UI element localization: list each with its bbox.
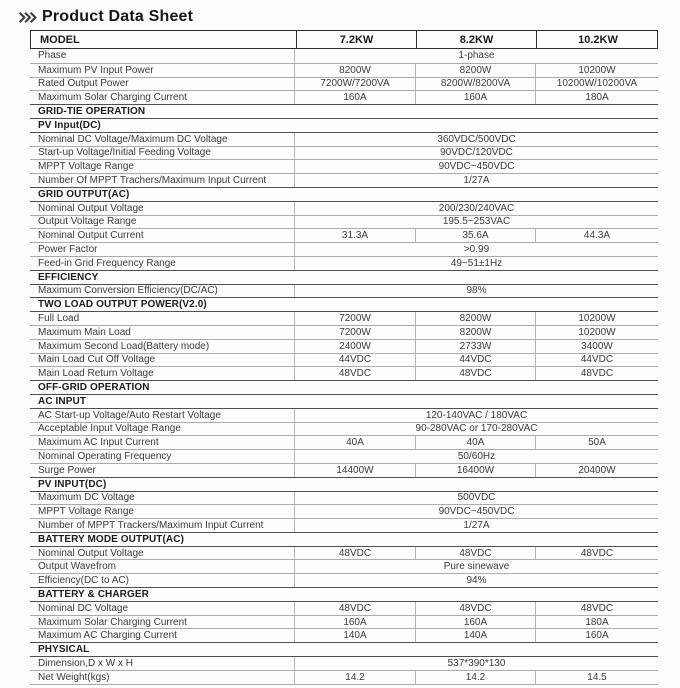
- spec-value: 10200W/10200VA: [535, 78, 658, 91]
- spec-value-span: Pure sinewave: [443, 561, 510, 573]
- spec-value: 8200W: [415, 326, 535, 339]
- table-header-row: [30, 30, 658, 49]
- spec-row: [30, 159, 658, 173]
- spec-row: [30, 670, 658, 684]
- spec-label: Maximum Solar Charging Current: [30, 616, 295, 629]
- spec-row: [30, 311, 658, 325]
- spec-value: 14.2: [345, 671, 365, 683]
- column-header-model-1: 7.2KW: [296, 31, 416, 48]
- spec-value: 3400W: [535, 340, 658, 353]
- section-label: TWO LOAD OUTPUT POWER(V2.0): [38, 299, 207, 311]
- spec-value-span: 90-280VAC or 170-280VAC: [415, 423, 538, 435]
- spec-value-span: 1/27A: [463, 175, 490, 187]
- spec-value-span: 90VDC~450VDC: [438, 161, 515, 173]
- spec-value-span: 195.5~253VAC: [442, 216, 511, 228]
- spec-value: 14.2: [415, 671, 535, 684]
- spec-value: 44VDC: [338, 354, 372, 366]
- spec-row: [30, 353, 658, 367]
- spec-value: 2733W: [415, 340, 535, 353]
- spec-row: [30, 601, 658, 615]
- spec-value: 48VDC: [338, 602, 372, 614]
- section-row: [30, 642, 658, 656]
- spec-value: 10200W: [535, 326, 658, 339]
- spec-row: [30, 504, 658, 518]
- spec-value-span: 98%: [466, 285, 487, 297]
- spec-value: 160A: [415, 91, 535, 104]
- spec-value: 35.6A: [415, 229, 535, 242]
- spec-label: Output Wavefrom: [30, 560, 295, 573]
- section-row: [30, 270, 658, 284]
- spec-label: Nominal Operating Frequency: [30, 450, 295, 463]
- spec-label: Nominal DC Voltage/Maximum DC Voltage: [30, 133, 295, 146]
- spec-value-span: 50/60Hz: [457, 451, 496, 462]
- spec-label: Nominal Output Voltage: [30, 547, 295, 560]
- section-label: GRID-TIE OPERATION: [38, 106, 146, 118]
- spec-value: 14.5: [535, 671, 658, 684]
- spec-label: Number of MPPT Trackers/Maximum Input Current: [30, 519, 295, 532]
- spec-label: Nominal Output Current: [30, 229, 295, 242]
- spec-value: 48VDC: [415, 602, 535, 615]
- spec-value: 50A: [535, 436, 658, 449]
- column-header-model-2: 8.2KW: [416, 31, 536, 48]
- spec-value: 7200W: [339, 313, 371, 325]
- spec-table-body: [30, 49, 658, 685]
- section-label: EFFICIENCY: [38, 271, 99, 283]
- spec-value-span: >0.99: [463, 244, 490, 256]
- spec-label: Main Load Return Voltage: [30, 367, 295, 380]
- spec-value: 48VDC: [535, 367, 658, 380]
- spec-value: 44VDC: [415, 354, 535, 367]
- section-label: GRID OUTPUT(AC): [38, 188, 130, 200]
- section-row: [30, 532, 658, 546]
- spec-value-span: 360VDC/500VDC: [437, 133, 516, 145]
- page-title-bar: [18, 7, 680, 27]
- spec-row: [30, 146, 658, 160]
- spec-row: [30, 325, 658, 339]
- spec-label: Maximum PV Input Power: [30, 64, 295, 77]
- spec-value: 48VDC: [338, 547, 372, 559]
- spec-label: AC Start-up Voltage/Auto Restart Voltage: [30, 409, 295, 422]
- spec-value-span: 500VDC: [457, 492, 496, 504]
- spec-value-span: 90VDC~450VDC: [438, 506, 515, 518]
- spec-row: [30, 435, 658, 449]
- column-header-model: MODEL: [40, 33, 80, 46]
- spec-label: Start-up Voltage/Initial Feeding Voltage: [30, 147, 295, 160]
- spec-row: [30, 228, 658, 242]
- spec-row: [30, 284, 658, 298]
- spec-value: 48VDC: [535, 547, 658, 560]
- spec-row: [30, 546, 658, 560]
- spec-value: 7200W: [339, 326, 371, 338]
- section-label: BATTERY & CHARGER: [38, 588, 149, 600]
- spec-label: Maximum Conversion Efficiency(DC/AC): [30, 285, 295, 298]
- spec-value: 160A: [415, 616, 535, 629]
- section-row: [30, 380, 658, 394]
- section-label: BATTERY MODE OUTPUT(AC): [38, 533, 184, 545]
- spec-value-span: 1/27A: [463, 519, 490, 531]
- spec-value: 20400W: [535, 464, 658, 477]
- spec-value-span: 1-phase: [458, 50, 495, 62]
- spec-value: 48VDC: [535, 602, 658, 615]
- spec-row: [30, 215, 658, 229]
- spec-row: [30, 449, 658, 463]
- section-row: [30, 477, 658, 491]
- spec-label: Surge Power: [30, 464, 295, 477]
- spec-value: 16400W: [415, 464, 535, 477]
- section-row: [30, 118, 658, 132]
- triple-chevron-icon: [18, 11, 37, 24]
- spec-label: Power Factor: [30, 243, 295, 256]
- spec-row: [30, 628, 658, 642]
- spec-value: 8200W/8200VA: [415, 78, 535, 91]
- column-header-model-3: 10.2KW: [536, 31, 659, 48]
- spec-value-span: 90VDC/120VDC: [440, 147, 513, 159]
- spec-value: 7200W/7200VA: [320, 78, 390, 90]
- spec-value: 8200W: [339, 64, 371, 76]
- page-title: Product Data Sheet: [42, 8, 194, 25]
- spec-label: Maximum Second Load(Battery mode): [30, 340, 295, 353]
- spec-value: 48VDC: [415, 547, 535, 560]
- spec-label: Maximum AC Input Current: [30, 436, 295, 449]
- spec-value: 48VDC: [338, 368, 372, 380]
- spec-label: Feed-in Grid Frequency Range: [30, 257, 295, 270]
- spec-value: 31.3A: [341, 230, 369, 242]
- spec-label: Net Weight(kgs): [30, 671, 295, 684]
- spec-label: MPPT Voltage Range: [30, 160, 295, 173]
- spec-value-span: 49~51±1Hz: [450, 257, 503, 269]
- spec-value: 44.3A: [535, 229, 658, 242]
- spec-label: Efficiency(DC to AC): [30, 574, 295, 587]
- spec-label: MPPT Voltage Range: [30, 505, 295, 518]
- spec-row: [30, 518, 658, 532]
- spec-label: Number Of MPPT Trachers/Maximum Input Current: [30, 174, 295, 187]
- section-label: PV Input(DC): [38, 119, 101, 131]
- spec-row: [30, 173, 658, 187]
- spec-value: 160A: [343, 616, 367, 628]
- spec-label: Maximum DC Voltage: [30, 492, 295, 505]
- spec-value: 160A: [535, 629, 658, 642]
- section-label: AC INPUT: [38, 395, 87, 407]
- spec-row: [30, 366, 658, 380]
- spec-row: [30, 559, 658, 573]
- spec-table: [30, 30, 658, 685]
- spec-row: [30, 49, 658, 63]
- section-label: PHYSICAL: [38, 644, 90, 656]
- spec-value: 140A: [415, 629, 535, 642]
- spec-value: 180A: [535, 616, 658, 629]
- spec-value: 40A: [346, 437, 364, 449]
- spec-label: Nominal DC Voltage: [30, 602, 295, 615]
- spec-row: [30, 573, 658, 587]
- spec-value: 8200W: [415, 64, 535, 77]
- section-row: [30, 587, 658, 601]
- spec-value: 140A: [343, 630, 367, 642]
- spec-label: Rated Output Power: [30, 78, 295, 91]
- spec-row: [30, 463, 658, 477]
- spec-row: [30, 491, 658, 505]
- spec-value-span: 120-140VAC / 180VAC: [425, 409, 528, 421]
- spec-label: Maximum Solar Charging Current: [30, 91, 295, 104]
- spec-label: Main Load Cut Off Voltage: [30, 354, 295, 367]
- spec-row: [30, 656, 658, 670]
- section-label: PV INPUT(DC): [38, 478, 107, 490]
- spec-value: 8200W: [415, 312, 535, 325]
- spec-row: [30, 201, 658, 215]
- spec-row: [30, 422, 658, 436]
- spec-label: Output Voltage Range: [30, 216, 295, 229]
- spec-value: 180A: [535, 91, 658, 104]
- spec-value: 10200W: [535, 64, 658, 77]
- section-row: [30, 394, 658, 408]
- spec-value: 10200W: [535, 312, 658, 325]
- section-row: [30, 104, 658, 118]
- spec-row: [30, 132, 658, 146]
- spec-label: Phase: [30, 49, 295, 63]
- spec-row: [30, 339, 658, 353]
- spec-value-span: 200/230/240VAC: [438, 202, 515, 214]
- spec-row: [30, 242, 658, 256]
- spec-label: Acceptable Input Voltage Range: [30, 423, 295, 436]
- spec-label: Nominal Output Voltage: [30, 202, 295, 215]
- spec-value-span: 94%: [466, 575, 487, 587]
- spec-value: 14400W: [336, 464, 374, 476]
- spec-row: [30, 90, 658, 104]
- section-row: [30, 297, 658, 311]
- spec-row: [30, 408, 658, 422]
- spec-value: 40A: [415, 436, 535, 449]
- spec-value: 48VDC: [415, 367, 535, 380]
- spec-value: 2400W: [339, 340, 371, 352]
- spec-label: Maximum Main Load: [30, 326, 295, 339]
- spec-label: Full Load: [30, 312, 295, 325]
- spec-label: Maximum AC Charging Current: [30, 629, 295, 642]
- spec-value: 160A: [343, 92, 367, 104]
- spec-row: [30, 63, 658, 77]
- spec-label: Dimension,D x W x H: [30, 657, 295, 670]
- section-label: OFF-GRID OPERATION: [38, 382, 150, 394]
- spec-value-span: 537*390*130: [447, 657, 506, 669]
- spec-row: [30, 615, 658, 629]
- spec-row: [30, 77, 658, 91]
- spec-value: 44VDC: [535, 354, 658, 367]
- spec-row: [30, 256, 658, 270]
- section-row: [30, 187, 658, 201]
